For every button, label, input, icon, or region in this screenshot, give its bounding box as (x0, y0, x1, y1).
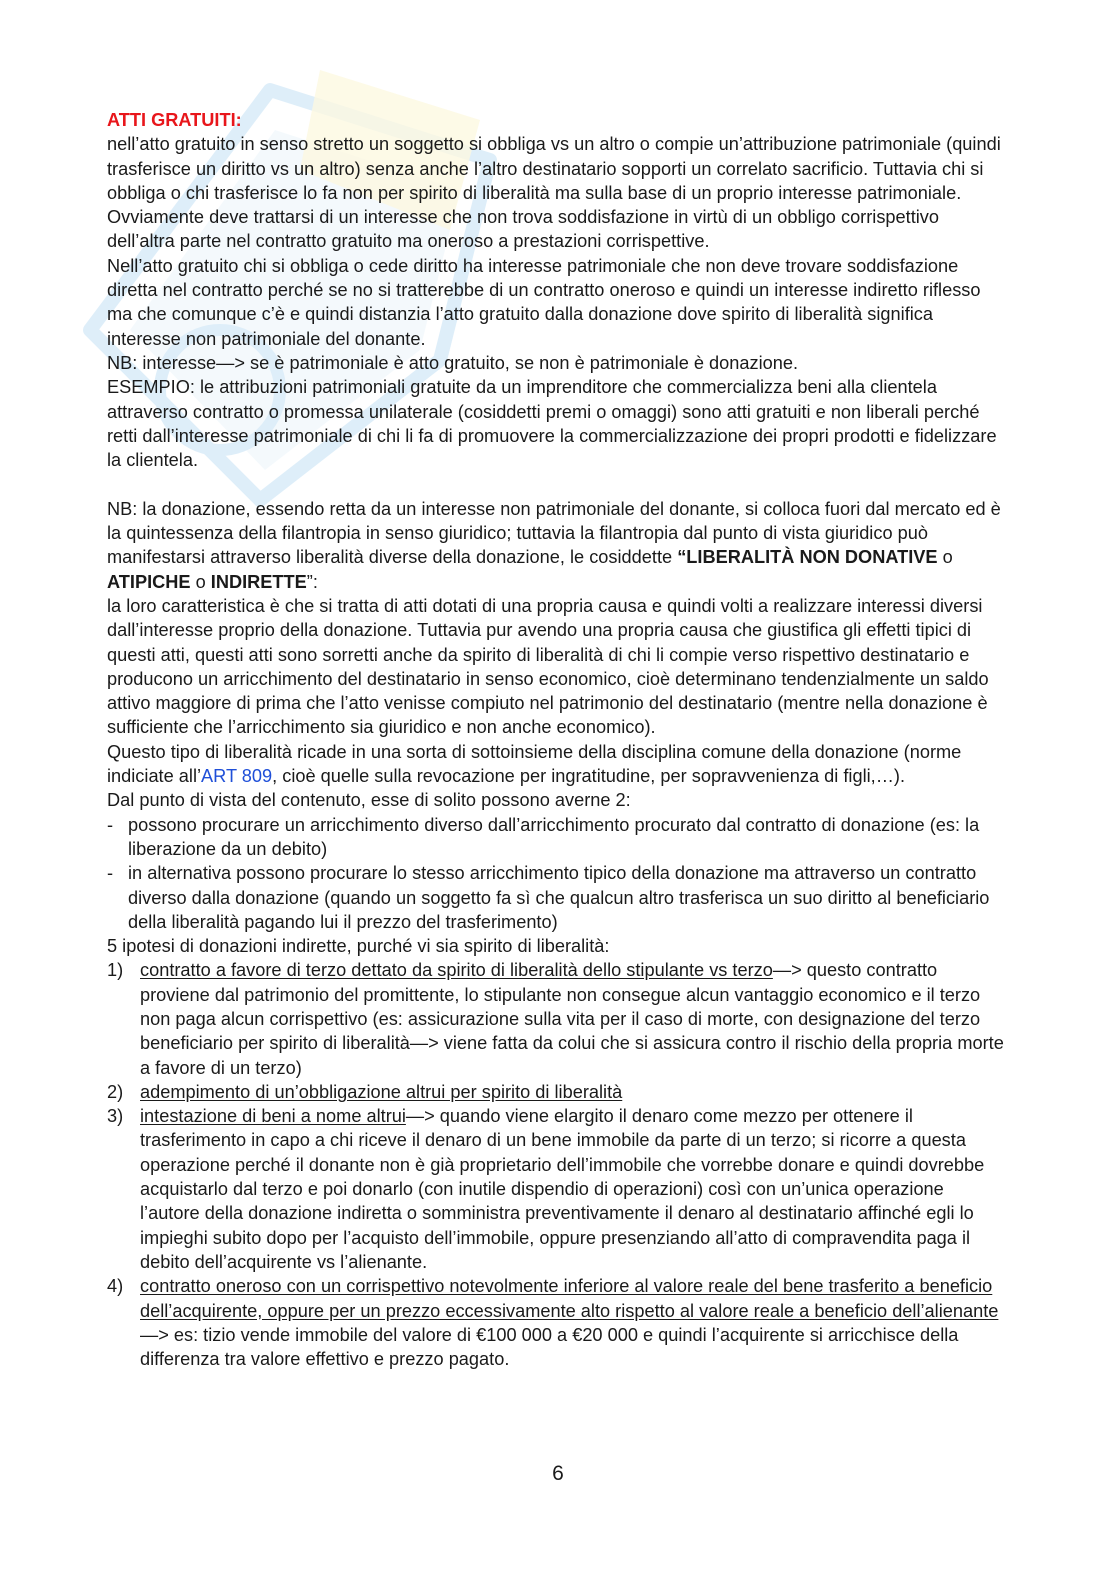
numbered-item (107, 1274, 1007, 1371)
list-item-text: in alternativa possono procurare lo stesso arricchimento tipico della donazione ma attraverso un contratto diverso dalla donazione (quando un soggetto fa sì che qualcun altro trasferisca un suo diritto al beneficiario della liberalità pagando lui il prezzo del trasferimento) (128, 863, 990, 932)
or-word: o (937, 547, 953, 568)
item-text: —> es: tizio vende immobile del valore di €100 000 a €20 000 e quindi l’acquirente si arricchisce della differenza tra valore effettivo e prezzo pagato. (140, 1324, 959, 1370)
art-809-link[interactable]: ART 809 (201, 766, 273, 787)
atipiche-term: ATIPICHE (107, 571, 191, 592)
numbered-item (107, 1080, 1007, 1104)
paragraph-interesse: Nell’atto gratuito chi si obbliga o cede diritto ha interesse patrimoniale che non deve trovare soddisfazione diretta nel contratto perché se no si tratterebbe di un contratto oneroso e quindi un interesse indiretto riflesso ma che comunque c’è e quindi distanzia l’atto gratuito dalla donazione dove spirito di liberalità significa interesse non patrimoniale del donante. (107, 255, 981, 349)
bullet-dash: - (107, 863, 114, 884)
list-item (107, 861, 1007, 934)
item-text: —> quando viene elargito il denaro come mezzo per ottenere il trasferimento in capo a chi riceve il denaro di un bene immobile da parte di un terzo; si ricorre a questa operazione perché il donante non è già proprietario dell’immobile che vorrebbe donare e quindi dovrebbe acquistarlo dal terzo e poi donarlo (con inutile dispendio di operazioni) così con un’unica operazione l’autore della donazione indiretta o somministra preventivamente il denaro al destinatario affinché egli lo impieghi subito dopo per l’acquisto dell’immobile, oppure presenziando all’atto di compravendita paga il debito dell’acquirente vs l’alienante. (140, 1106, 985, 1272)
item-title: contratto a favore di terzo dettato da spirito di liberalità dello stipulante vs terzo (140, 960, 773, 981)
paragraph-ipotesi: 5 ipotesi di donazioni indirette, purché vi sia spirito di liberalità: (107, 936, 610, 957)
quote-colon: ”: (306, 571, 318, 592)
document-body (107, 108, 1007, 1371)
or-word: o (190, 571, 211, 592)
indirette-term: INDIRETTE (210, 571, 307, 592)
item-number: 1) (107, 960, 124, 981)
item-title: contratto oneroso con un corrispettivo notevolmente inferiore al valore reale del bene trasferito a beneficio dell’acquirente, oppure per un prezzo eccessivamente alto rispetto al valore reale a beneficio dell’alienante (140, 1276, 999, 1321)
item-number: 2) (107, 1081, 124, 1102)
item-text: —> questo contratto proviene dal patrimonio del promittente, lo stipulante non consegue alcun vantaggio economico e il terzo non paga alcun corrispettivo (es: assicurazione sulla vita per il caso di morte, con designazione del terzo beneficiario per spirito di liberalità—> viene fatta da colui che si assicura contro il rischio della propria morte a favore di un terzo) (140, 960, 1004, 1078)
paragraph-esempio: ESEMPIO: le attribuzioni patrimoniali gratuite da un imprenditore che commercializza beni alla clientela attraverso contratto o promessa unilaterale (cosiddetti premi o omaggi) sono atti gratuiti e non liberali perché retti dall’interesse patrimoniale di chi li fa di promuovere la commercializzazione dei propri prodotti e fidelizzare la clientela. (107, 377, 997, 471)
disciplina-text: Questo tipo di liberalità ricade in una sorta di sottoinsieme della disciplina comune della donazione (norme indiciate all’ (107, 741, 962, 787)
paragraph-disciplina (107, 740, 1007, 789)
dash-list (107, 813, 1007, 934)
paragraph-nb-interesse: NB: interesse—> se è patrimoniale è atto gratuito, se non è patrimoniale è donazione. (107, 352, 799, 373)
disciplina-text-end: , cioè quelle sulla revocazione per ingratitudine, per sopravvenienza di figli,…). (272, 766, 906, 787)
item-title: intestazione di beni a nome altrui (140, 1106, 406, 1127)
numbered-item (107, 1104, 1007, 1274)
list-item-text: possono procurare un arricchimento diverso dall’arricchimento procurato dal contratto di donazione (es: la liberazione da un debito) (128, 814, 980, 859)
numbered-item (107, 958, 1007, 1079)
spacer (107, 472, 1007, 496)
item-title: adempimento di un’obbligazione altrui per spirito di liberalità (140, 1081, 623, 1102)
nb-donazione-text: NB: la donazione, essendo retta da un interesse non patrimoniale del donante, si colloca fuori dal mercato ed è la quintessenza della filantropia in senso giuridico; tuttavia la filantropia dal punto di vista giuridico può manifestarsi attraverso liberalità diverse della donazione, le cosiddette (107, 498, 1001, 568)
paragraph-caratteristica: la loro caratteristica è che si tratta di atti dotati di una propria causa e quindi volti a realizzare interessi diversi dall’interesse proprio della donazione. Tuttavia pur avendo una propria causa che giustifica gli effetti tipici di questi atti, questi atti sono sorretti anche da spirito di liberalità di chi li compie verso rispettivo destinatario e producono un arricchimento del destinatario in senso economico, cioè determinano tendenzialmente un saldo attivo maggiore di prima che l’atto venisse compiuto nel patrimonio del destinatario (mentre nella donazione è sufficiente che l’arricchimento sia giuridico e non anche economico). (107, 595, 989, 738)
paragraph-atto-gratuito: nell’atto gratuito in senso stretto un soggetto si obbliga vs un altro o compie un’attribuzione patrimoniale (quindi trasferisce un diritto vs un altro) senza anche l’altro destinatario sopporti un correlato sacrificio. Tuttavia chi si obbliga o chi trasferisce lo fa non per spirito di liberalità ma sulla base di un proprio interesse patrimoniale. Ovviamente deve trattarsi di un interesse che non trova soddisfazione in virtù di un obbligo corrispettivo dell’altra parte nel contratto gratuito ma oneroso a prestazioni corrispettive. (107, 134, 1001, 252)
section-heading: ATTI GRATUITI: (107, 110, 242, 130)
liberalita-term: “LIBERALITÀ NON DONATIVE (677, 547, 938, 568)
item-number: 3) (107, 1106, 124, 1127)
paragraph-nb-donazione (107, 497, 1007, 594)
item-number: 4) (107, 1276, 124, 1297)
paragraph-contenuto: Dal punto di vista del contenuto, esse di solito possono averne 2: (107, 790, 631, 811)
page-number: 6 (552, 1462, 564, 1485)
list-item (107, 813, 1007, 862)
numbered-list (107, 958, 1007, 1371)
bullet-dash: - (107, 814, 114, 835)
